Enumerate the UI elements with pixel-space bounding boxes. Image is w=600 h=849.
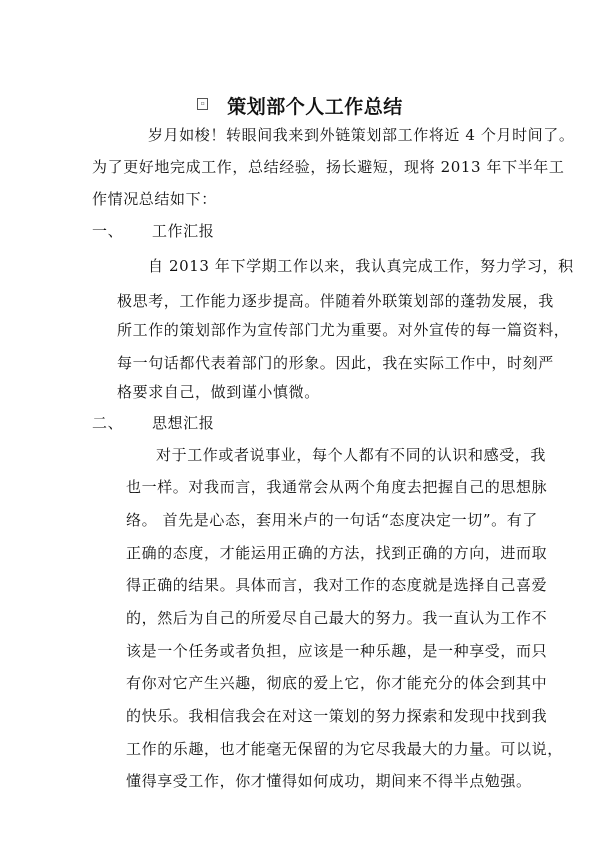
section-number: 二、 bbox=[92, 414, 124, 432]
paragraph-line: 每一句话都代表着部门的形象。因此，我在实际工作中，时刻严 bbox=[117, 354, 554, 372]
page-title: 策划部个人工作总结 bbox=[227, 96, 403, 118]
paragraph-line: 络。 首先是心态，套用米卢的一句话“态度决定一切”。有了 bbox=[126, 511, 538, 529]
paragraph-line: 得正确的结果。具体而言，我对工作的态度就是选择自己喜爱 bbox=[126, 576, 548, 594]
intro-line: 岁月如梭！转眼间我来到外链策划部工作将近 4 个月时间了。 bbox=[148, 126, 575, 144]
paragraph-line: 所工作的策划部作为宣传部门尤为重要。对外宣传的每一篇资料， bbox=[117, 321, 570, 339]
section-number: 一、 bbox=[92, 222, 124, 240]
paragraph-line: 的，然后为自己的所爱尽自己最大的努力。我一直认为工作不 bbox=[126, 609, 548, 627]
doc-marker-icon: ▫ bbox=[197, 98, 208, 110]
section-title: 工作汇报 bbox=[151, 222, 215, 240]
section-heading bbox=[92, 412, 214, 433]
paragraph-line: 格要求自己，做到谨小慎微。 bbox=[117, 383, 320, 401]
paragraph-line: 正确的态度，才能运用正确的方法，找到正确的方向，进而取 bbox=[126, 544, 548, 562]
paragraph-line: 的快乐。我相信我会在对这一策划的努力探索和发现中找到我 bbox=[126, 707, 548, 725]
paragraph-line: 也一样。对我而言，我通常会从两个角度去把握自己的思想脉 bbox=[126, 478, 548, 496]
paragraph-line: 工作的乐趣，也才能毫无保留的为它尽我最大的力量。可以说， bbox=[126, 740, 563, 758]
paragraph-line: 该是一个任务或者负担，应该是一种乐趣，是一种享受，而只 bbox=[126, 642, 548, 660]
paragraph-line: 懂得享受工作，你才懂得如何成功，期间来不得半点勉强。 bbox=[126, 772, 532, 790]
section-title: 思想汇报 bbox=[151, 414, 215, 432]
intro-line: 为了更好地完成工作，总结经验，扬长避短，现将 2013 年下半年工 bbox=[92, 158, 565, 176]
paragraph-line: 对于工作或者说事业，每个人都有不同的认识和感受，我 bbox=[156, 446, 547, 464]
intro-line: 作情况总结如下： bbox=[92, 190, 217, 208]
paragraph-line: 有你对它产生兴趣，彻底的爱上它，你才能充分的体会到其中 bbox=[126, 674, 548, 692]
paragraph-line: 自 2013 年下学期工作以来，我认真完成工作，努力学习，积 bbox=[148, 257, 574, 275]
section-heading bbox=[92, 220, 214, 241]
paragraph-line: 极思考，工作能力逐步提高。伴随着外联策划部的蓬勃发展，我 bbox=[117, 292, 554, 310]
title-row bbox=[0, 92, 600, 119]
